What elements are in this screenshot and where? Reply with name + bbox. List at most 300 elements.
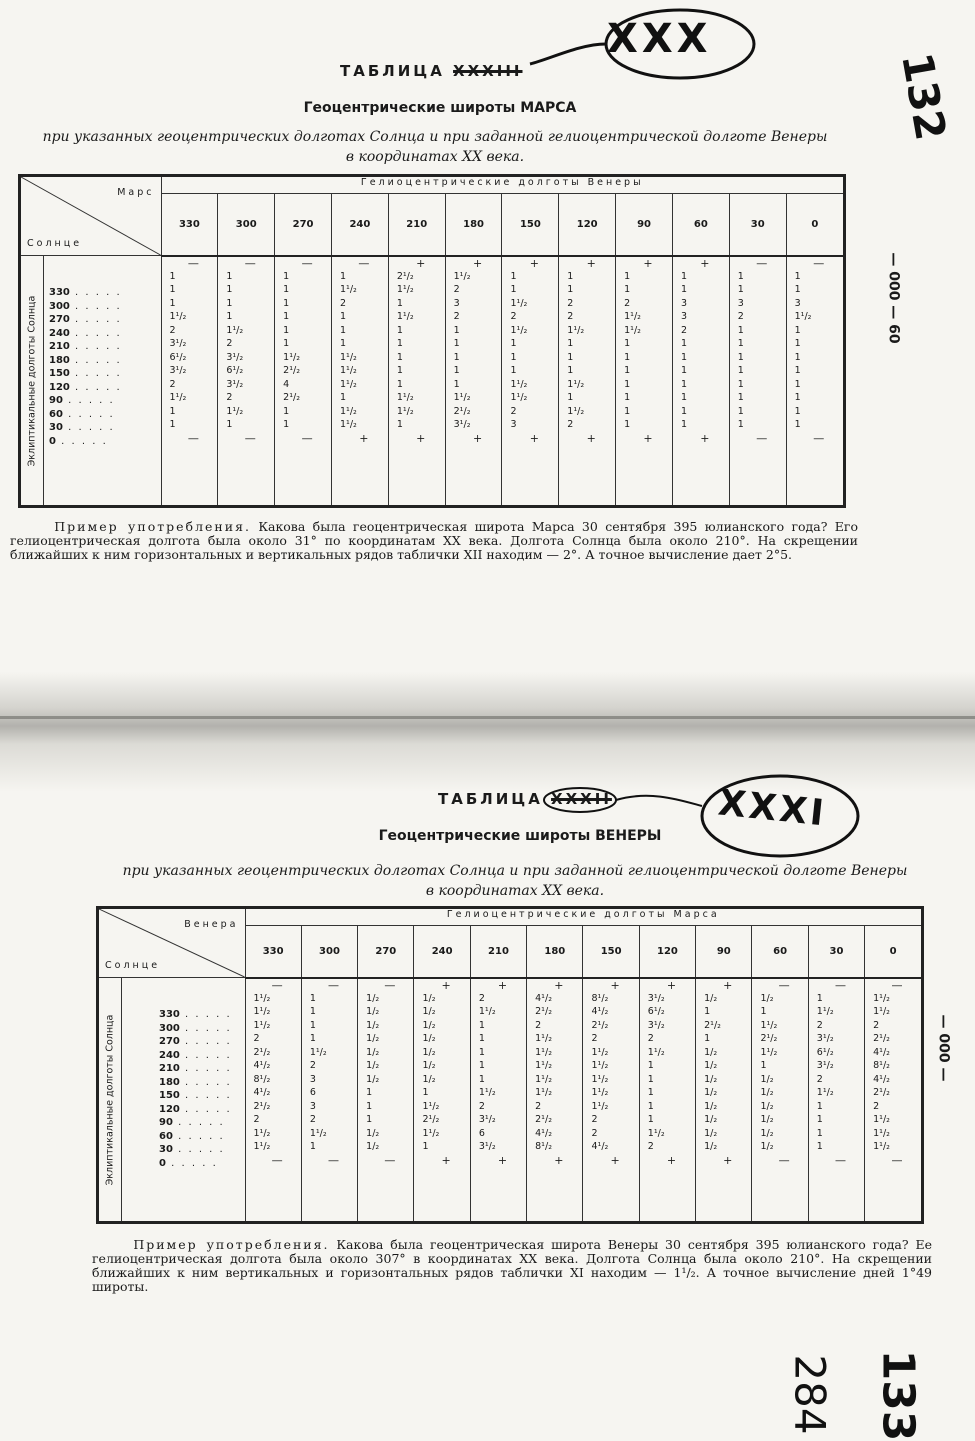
mars-col-header: 210 xyxy=(388,194,445,256)
venus-data-column xyxy=(527,978,583,1222)
venus-sign-bottom: — xyxy=(327,1153,339,1167)
mars-cell: 1 xyxy=(624,270,631,282)
mars-side-label-box xyxy=(21,256,44,505)
venus-cell: 1 xyxy=(704,1006,711,1017)
mars-cell: 1 xyxy=(567,270,574,282)
mars-cell: 1¹/₂ xyxy=(339,284,357,295)
venus-row-label xyxy=(159,1116,243,1130)
venus-cell: 1¹/₂ xyxy=(591,1060,609,1071)
venus-cell: 1 xyxy=(478,1060,485,1071)
venus-sign-top: + xyxy=(554,978,564,992)
mars-row-label-text: 60 xyxy=(49,408,63,420)
venus-sign-top: — xyxy=(778,978,790,992)
mars-cell: 1¹/₂ xyxy=(169,311,187,322)
venus-cell: 1 xyxy=(478,1046,485,1058)
mars-sign-bottom: + xyxy=(586,431,596,445)
mars-leader-dots: . . . . . xyxy=(69,354,122,366)
mars-row-label xyxy=(49,313,159,327)
venus-sign-bottom: — xyxy=(384,1153,396,1167)
venus-sign-bottom: + xyxy=(497,1153,508,1167)
mars-col-header: 0 xyxy=(786,194,843,256)
mars-cell: 1 xyxy=(283,284,290,295)
venus-cell: 2¹/₂ xyxy=(253,1046,271,1058)
mars-cell: 1¹/₂ xyxy=(510,297,528,309)
mars-cell: 1¹/₂ xyxy=(226,405,244,417)
venus-cell: 1/₂ xyxy=(760,1141,774,1152)
mars-cell: 1 xyxy=(283,297,290,309)
mars-cell: 1 xyxy=(794,284,801,295)
venus-cell: 3¹/₂ xyxy=(647,1019,665,1031)
mars-cell: 1 xyxy=(339,392,347,403)
mars-cell: 3¹/₂ xyxy=(453,419,471,430)
mars-sign-bottom: + xyxy=(416,431,426,445)
mars-cell: 1 xyxy=(396,297,403,309)
mars-corner-cell xyxy=(21,177,161,256)
venus-cell: 3 xyxy=(309,1073,316,1085)
mars-sign-top: — xyxy=(187,256,199,270)
venus-cell: 1 xyxy=(704,1033,711,1044)
venus-cell: 1¹/₂ xyxy=(873,1141,890,1152)
venus-sign-bottom: — xyxy=(271,1153,283,1167)
mars-cell: 1 xyxy=(794,419,801,430)
venus-cell: 1/₂ xyxy=(422,1019,436,1031)
mars-row-label xyxy=(49,421,159,435)
mars-cell: 2 xyxy=(567,419,574,430)
venus-cell: 1¹/₂ xyxy=(535,1060,553,1071)
venus-cell: 8¹/₂ xyxy=(591,992,609,1004)
venus-cell: 6 xyxy=(309,1087,316,1098)
mars-cell: 2¹/₂ xyxy=(396,270,414,282)
venus-data-column xyxy=(696,978,752,1222)
handwritten-page-number-bottom: 133 xyxy=(872,1349,924,1441)
venus-cell: 1/₂ xyxy=(760,1073,774,1085)
mars-row-label-list xyxy=(49,286,159,448)
venus-cell: 2 xyxy=(309,1060,316,1071)
venus-cell: 6 xyxy=(478,1127,485,1139)
mars-cell: 3 xyxy=(794,297,801,309)
mars-cell: 1 xyxy=(680,419,687,430)
mars-row-label xyxy=(49,394,159,408)
mars-sign-top: — xyxy=(301,256,313,270)
mars-sign-top: + xyxy=(529,256,539,270)
mars-data-column xyxy=(275,256,332,506)
mars-row-label xyxy=(49,340,159,354)
venus-cell: 1¹/₂ xyxy=(760,1019,778,1031)
mars-cell: 1 xyxy=(737,378,744,390)
mars-cell: 1¹/₂ xyxy=(510,324,528,336)
mars-cell: 2 xyxy=(567,311,574,322)
venus-cell: 1 xyxy=(309,992,316,1004)
mars-leader-dots: . . . . . xyxy=(69,368,122,379)
mars-sign-bottom: + xyxy=(529,431,539,445)
mars-leader-dots: . . . . . xyxy=(69,327,122,339)
venus-cell: 1 xyxy=(816,1141,823,1152)
mars-sign-bottom: + xyxy=(359,431,369,445)
mars-data-column xyxy=(786,256,843,506)
mars-cell: 1¹/₂ xyxy=(339,351,357,363)
mars-cell: 1¹/₂ xyxy=(567,405,585,417)
venus-data-column xyxy=(245,978,301,1222)
venus-cell: 1¹/₂ xyxy=(309,1046,327,1058)
venus-body-row xyxy=(99,978,921,1222)
venus-cell: 4¹/₂ xyxy=(591,1006,609,1017)
mars-note-lead: Пример употребления. xyxy=(54,519,251,534)
venus-cell: 2¹/₂ xyxy=(873,1033,890,1044)
mars-cell: 2¹/₂ xyxy=(283,365,301,376)
venus-cell: 1 xyxy=(647,1100,654,1112)
mars-cell: 1 xyxy=(396,378,403,390)
venus-cell: 1¹/₂ xyxy=(478,1006,496,1017)
mars-cell: 2 xyxy=(169,378,176,390)
venus-cell: 1/₂ xyxy=(704,992,718,1004)
mars-data-column xyxy=(218,256,275,506)
venus-cell: 1/₂ xyxy=(704,1060,718,1071)
venus-leader-dots: . . . . . xyxy=(179,1103,232,1115)
venus-side-label-box xyxy=(99,978,122,1221)
venus-sign-bottom: + xyxy=(666,1153,677,1167)
venus-row-label-text: 150 xyxy=(159,1090,180,1101)
mars-col-header: 150 xyxy=(502,194,559,256)
venus-col-header: 90 xyxy=(696,926,752,978)
venus-cell: 1 xyxy=(478,1073,485,1085)
venus-row-label xyxy=(159,1089,243,1103)
mars-row-label-text: 240 xyxy=(49,327,70,339)
mars-cell: 1 xyxy=(737,284,744,295)
mars-col-header: 30 xyxy=(729,194,786,256)
mars-sign-top: + xyxy=(700,256,710,270)
venus-cell: 2 xyxy=(647,1141,654,1152)
venus-sign-bottom: + xyxy=(723,1153,733,1167)
venus-cell: 1¹/₂ xyxy=(873,1006,890,1017)
venus-cell: 1/₂ xyxy=(366,1006,380,1017)
mars-cell: 1 xyxy=(226,311,233,322)
venus-data-column xyxy=(639,978,695,1222)
mars-table-heading xyxy=(340,62,523,80)
venus-cell: 1 xyxy=(309,1019,316,1031)
venus-cell: 2¹/₂ xyxy=(760,1033,778,1044)
venus-cell: 2 xyxy=(816,1073,823,1085)
venus-caption-line1: при указанных геоцентрических долготах Солнца и при заданной гелиоцентрической долготе Венеры xyxy=(122,863,908,879)
mars-cell: 1 xyxy=(567,284,574,295)
mars-data-column xyxy=(445,256,502,506)
venus-cell: 1/₂ xyxy=(704,1073,718,1085)
mars-cell: 1 xyxy=(339,270,347,282)
venus-cell: 1¹/₂ xyxy=(422,1100,440,1112)
mars-row-label xyxy=(49,408,159,422)
mars-cell: 3¹/₂ xyxy=(169,365,187,376)
mars-cell: 3 xyxy=(453,297,460,309)
mars-cell: 1 xyxy=(226,419,233,430)
venus-cell: 1/₂ xyxy=(704,1114,718,1125)
venus-cell: 4¹/₂ xyxy=(535,992,553,1004)
mars-row-label-text: 30 xyxy=(49,422,63,433)
mars-cell: 1 xyxy=(624,338,631,349)
mars-cell: 1¹/₂ xyxy=(794,311,812,322)
mars-sign-bottom: — xyxy=(187,431,199,445)
venus-cell: 6¹/₂ xyxy=(816,1046,834,1058)
mars-band-label: Гелиоцентрические долготы Венеры xyxy=(161,177,843,194)
mars-side-label: Эклиптикальные долготы Солнца xyxy=(26,295,38,466)
mars-cell: 1¹/₂ xyxy=(567,378,585,390)
mars-cell: 1 xyxy=(737,405,744,417)
mars-cell: 1¹/₂ xyxy=(169,392,187,403)
venus-cell: 1 xyxy=(647,1114,654,1125)
mars-table-label: ТАБЛИЦА xyxy=(340,62,445,80)
venus-cell: 1 xyxy=(366,1087,373,1098)
venus-row-label xyxy=(159,1103,243,1117)
venus-cell: 1 xyxy=(366,1114,373,1125)
mars-cell: 1 xyxy=(396,324,403,336)
venus-cell: 4¹/₂ xyxy=(535,1127,553,1139)
mars-cell: 1 xyxy=(169,284,176,295)
venus-cell: 8¹/₂ xyxy=(873,1060,890,1071)
mars-cell: 1 xyxy=(283,270,290,282)
mars-note-text: Какова была геоцентрическая широта Марса 30 сентября 395 юлианского года? Его гелиоцентрическая долгота была около 31° по координатам XX века. Долгота Солнца была около 210°. На скрещении ближайших к ним горизонтальных и вертикальных рядов таблички XII находим — 2°. А точное вычисление дает 2°5. xyxy=(10,519,858,562)
venus-leader-dots: . . . . . xyxy=(179,1063,232,1074)
mars-cell: 1 xyxy=(624,284,631,295)
mars-cell: 1 xyxy=(453,338,460,349)
venus-cell: 1/₂ xyxy=(422,1073,436,1085)
venus-sign-top: — xyxy=(384,978,396,992)
mars-cell: 1¹/₂ xyxy=(510,378,528,390)
venus-cell: 1¹/₂ xyxy=(873,992,890,1004)
venus-cell: 1 xyxy=(647,1060,654,1071)
venus-leader-dots: . . . . . xyxy=(165,1157,218,1169)
venus-cell: 1 xyxy=(478,1019,485,1031)
handwritten-top-label: XXX xyxy=(607,16,712,62)
mars-cell: 1 xyxy=(169,419,176,430)
mars-cell: 1 xyxy=(396,419,403,430)
venus-cell: 2 xyxy=(591,1114,598,1125)
side-mark-top: — 000 — 60 xyxy=(885,252,902,344)
venus-leader-dots: . . . . . xyxy=(172,1144,225,1155)
venus-data-column xyxy=(752,978,808,1222)
venus-cell: 1¹/₂ xyxy=(478,1087,496,1098)
mars-cell: 1¹/₂ xyxy=(396,405,414,417)
venus-cell: 1/₂ xyxy=(704,1141,718,1152)
venus-cell: 2 xyxy=(478,1100,485,1112)
venus-col-header: 30 xyxy=(808,926,864,978)
venus-row-label-text: 270 xyxy=(159,1036,180,1047)
venus-cell: 1/₂ xyxy=(366,1019,380,1031)
venus-col-header: 60 xyxy=(752,926,808,978)
mars-cell: 2 xyxy=(624,297,631,309)
mars-body-row xyxy=(21,256,843,506)
venus-sign-top: — xyxy=(891,978,903,992)
mars-cell: 1¹/₂ xyxy=(624,311,641,322)
venus-cell: 1¹/₂ xyxy=(760,1046,778,1058)
venus-table-label: ТАБЛИЦА xyxy=(438,790,543,808)
mars-leader-dots: . . . . . xyxy=(69,314,122,325)
venus-corner-top: Венера xyxy=(184,919,239,930)
mars-leader-dots: . . . . . xyxy=(62,408,115,420)
venus-cell: 1 xyxy=(309,1141,316,1152)
venus-row-label-text: 330 xyxy=(159,1009,180,1020)
mars-cell: 1 xyxy=(226,270,233,282)
mars-cell: 2 xyxy=(510,405,517,417)
mars-cell: 1 xyxy=(624,405,631,417)
venus-sign-bottom: + xyxy=(610,1153,620,1167)
venus-cell: 1/₂ xyxy=(422,1006,436,1017)
mars-cell: 1¹/₂ xyxy=(624,324,641,336)
venus-cell: 1 xyxy=(309,1033,316,1044)
mars-cell: 2 xyxy=(169,324,176,336)
mars-row-label-text: 150 xyxy=(49,368,70,379)
venus-sign-top: + xyxy=(441,978,451,992)
mars-corner-top: Марс xyxy=(117,187,155,198)
mars-sign-bottom: — xyxy=(756,431,768,445)
venus-band-label: Гелиоцентрические долготы Марса xyxy=(245,909,921,926)
venus-leader-dots: . . . . . xyxy=(172,1117,225,1128)
mars-cell: 1 xyxy=(396,365,403,376)
venus-cell: 1/₂ xyxy=(704,1087,718,1098)
handwritten-page-number-top: 132 xyxy=(892,49,956,144)
mars-row-label-text: 270 xyxy=(49,314,70,325)
venus-cell: 1/₂ xyxy=(760,992,774,1004)
venus-cell: 1/₂ xyxy=(366,1073,380,1085)
mars-row-label xyxy=(49,300,159,314)
mars-cell: 1 xyxy=(737,270,744,282)
mars-sign-top: — xyxy=(813,256,825,270)
venus-cell: 2¹/₂ xyxy=(704,1019,721,1031)
mars-sign-top: — xyxy=(358,256,370,270)
mars-cell: 1¹/₂ xyxy=(510,392,528,403)
venus-cell: 1 xyxy=(816,992,823,1004)
mars-data-column xyxy=(502,256,559,506)
mars-cell: 1 xyxy=(396,338,403,349)
venus-row-label-text: 180 xyxy=(159,1076,180,1088)
venus-row-label xyxy=(159,1143,243,1157)
mars-cell: 1 xyxy=(567,392,574,403)
mars-cell: 1¹/₂ xyxy=(453,270,471,282)
mars-cell: 2 xyxy=(510,311,517,322)
venus-cell: 4¹/₂ xyxy=(873,1046,890,1058)
mars-sign-top: — xyxy=(244,256,256,270)
mars-cell: 1¹/₂ xyxy=(283,351,301,363)
venus-cell: 1/₂ xyxy=(704,1046,718,1058)
venus-cell: 1¹/₂ xyxy=(591,1087,609,1098)
mars-cell: 1¹/₂ xyxy=(339,365,357,376)
mars-cell: 2¹/₂ xyxy=(453,405,471,417)
mars-cell: 1 xyxy=(624,365,631,376)
venus-row-label-text: 90 xyxy=(159,1117,173,1128)
mars-col-header: 300 xyxy=(218,194,275,256)
venus-cell: 2 xyxy=(816,1019,823,1031)
mars-cell: 1 xyxy=(794,351,801,363)
mars-cell: 1 xyxy=(283,324,290,336)
mars-cell: 1 xyxy=(624,378,631,390)
venus-leader-dots: . . . . . xyxy=(172,1130,225,1142)
mars-cell: 2 xyxy=(226,338,233,349)
mars-cell: 1 xyxy=(169,270,176,282)
venus-cell: 1¹/₂ xyxy=(253,1006,271,1017)
venus-cell: 2¹/₂ xyxy=(591,1019,609,1031)
venus-row-label-list xyxy=(159,1008,243,1170)
mars-row-labels xyxy=(21,256,161,506)
mars-cell: 1 xyxy=(339,324,347,336)
mars-cell: 1 xyxy=(737,419,744,430)
mars-cell: 1¹/₂ xyxy=(339,405,357,417)
mars-cell: 3¹/₂ xyxy=(169,338,187,349)
mars-cell: 6¹/₂ xyxy=(169,351,187,363)
venus-cell: 2¹/₂ xyxy=(873,1087,890,1098)
venus-row-label-text: 0 xyxy=(159,1157,166,1169)
venus-cell: 2 xyxy=(535,1019,542,1031)
mars-cell: 3 xyxy=(680,311,687,322)
venus-row-label xyxy=(159,1062,243,1076)
mars-cell: 1 xyxy=(283,338,290,349)
venus-cell: 1 xyxy=(816,1100,823,1112)
venus-data-column xyxy=(301,978,357,1222)
mars-sign-top: + xyxy=(643,256,653,270)
mars-data-column xyxy=(388,256,445,506)
venus-sign-top: + xyxy=(610,978,620,992)
venus-cell: 2 xyxy=(873,1100,880,1112)
venus-cell: 1¹/₂ xyxy=(253,1019,271,1031)
venus-title: Геоцентрические широты ВЕНЕРЫ xyxy=(378,828,662,844)
mars-cell: 3 xyxy=(510,419,517,430)
venus-cell: 3¹/₂ xyxy=(478,1141,496,1152)
venus-row-label-text: 60 xyxy=(159,1130,173,1142)
mars-cell: 1 xyxy=(680,378,687,390)
mars-cell: 1 xyxy=(680,338,687,349)
venus-sign-top: + xyxy=(666,978,677,992)
mars-col-header: 330 xyxy=(161,194,218,256)
venus-leader-dots: . . . . . xyxy=(179,1076,232,1088)
mars-cell: 1 xyxy=(737,338,744,349)
venus-leader-dots: . . . . . xyxy=(179,1090,232,1101)
mars-cell: 1 xyxy=(283,419,290,430)
venus-cell: 1¹/₂ xyxy=(535,1087,553,1098)
mars-cell: 1¹/₂ xyxy=(339,378,357,390)
mars-cell: 1 xyxy=(737,365,744,376)
venus-sign-bottom: — xyxy=(778,1153,790,1167)
mars-sign-bottom: + xyxy=(472,431,483,445)
venus-cell: 2 xyxy=(253,1033,260,1044)
mars-row-label xyxy=(49,286,159,300)
mars-cell: 1¹/₂ xyxy=(453,392,471,403)
mars-cell: 1 xyxy=(283,405,290,417)
venus-cell: 1¹/₂ xyxy=(309,1127,327,1139)
venus-sign-top: — xyxy=(834,978,846,992)
venus-cell: 4¹/₂ xyxy=(253,1060,271,1071)
venus-cell: 1 xyxy=(760,1006,767,1017)
venus-cell: 1¹/₂ xyxy=(647,1127,665,1139)
mars-cell: 1¹/₂ xyxy=(567,324,585,336)
venus-row-label-text: 240 xyxy=(159,1049,180,1061)
mars-sign-top: — xyxy=(756,256,768,270)
mars-cell: 2¹/₂ xyxy=(283,392,301,403)
mars-corner-bottom: Солнце xyxy=(27,238,83,249)
venus-cell: 1¹/₂ xyxy=(647,1046,665,1058)
venus-cell: 1/₂ xyxy=(366,1127,380,1139)
mars-cell: 1¹/₂ xyxy=(396,284,414,295)
venus-cell: 1/₂ xyxy=(366,1033,380,1044)
venus-cell: 1 xyxy=(647,1087,654,1098)
mars-cell: 3¹/₂ xyxy=(226,351,244,363)
mars-usage-note xyxy=(10,520,858,562)
mars-col-header: 60 xyxy=(672,194,729,256)
mars-cell: 1 xyxy=(510,338,517,349)
venus-data-column xyxy=(583,978,639,1222)
venus-cell: 1¹/₂ xyxy=(535,1033,553,1044)
mars-cell: 3 xyxy=(737,297,744,309)
venus-col-header: 330 xyxy=(245,926,301,978)
venus-cell: 3 xyxy=(309,1100,316,1112)
venus-cell: 1¹/₂ xyxy=(816,1006,834,1017)
mars-cell: 3¹/₂ xyxy=(226,378,244,390)
mars-sign-top: + xyxy=(472,256,483,270)
